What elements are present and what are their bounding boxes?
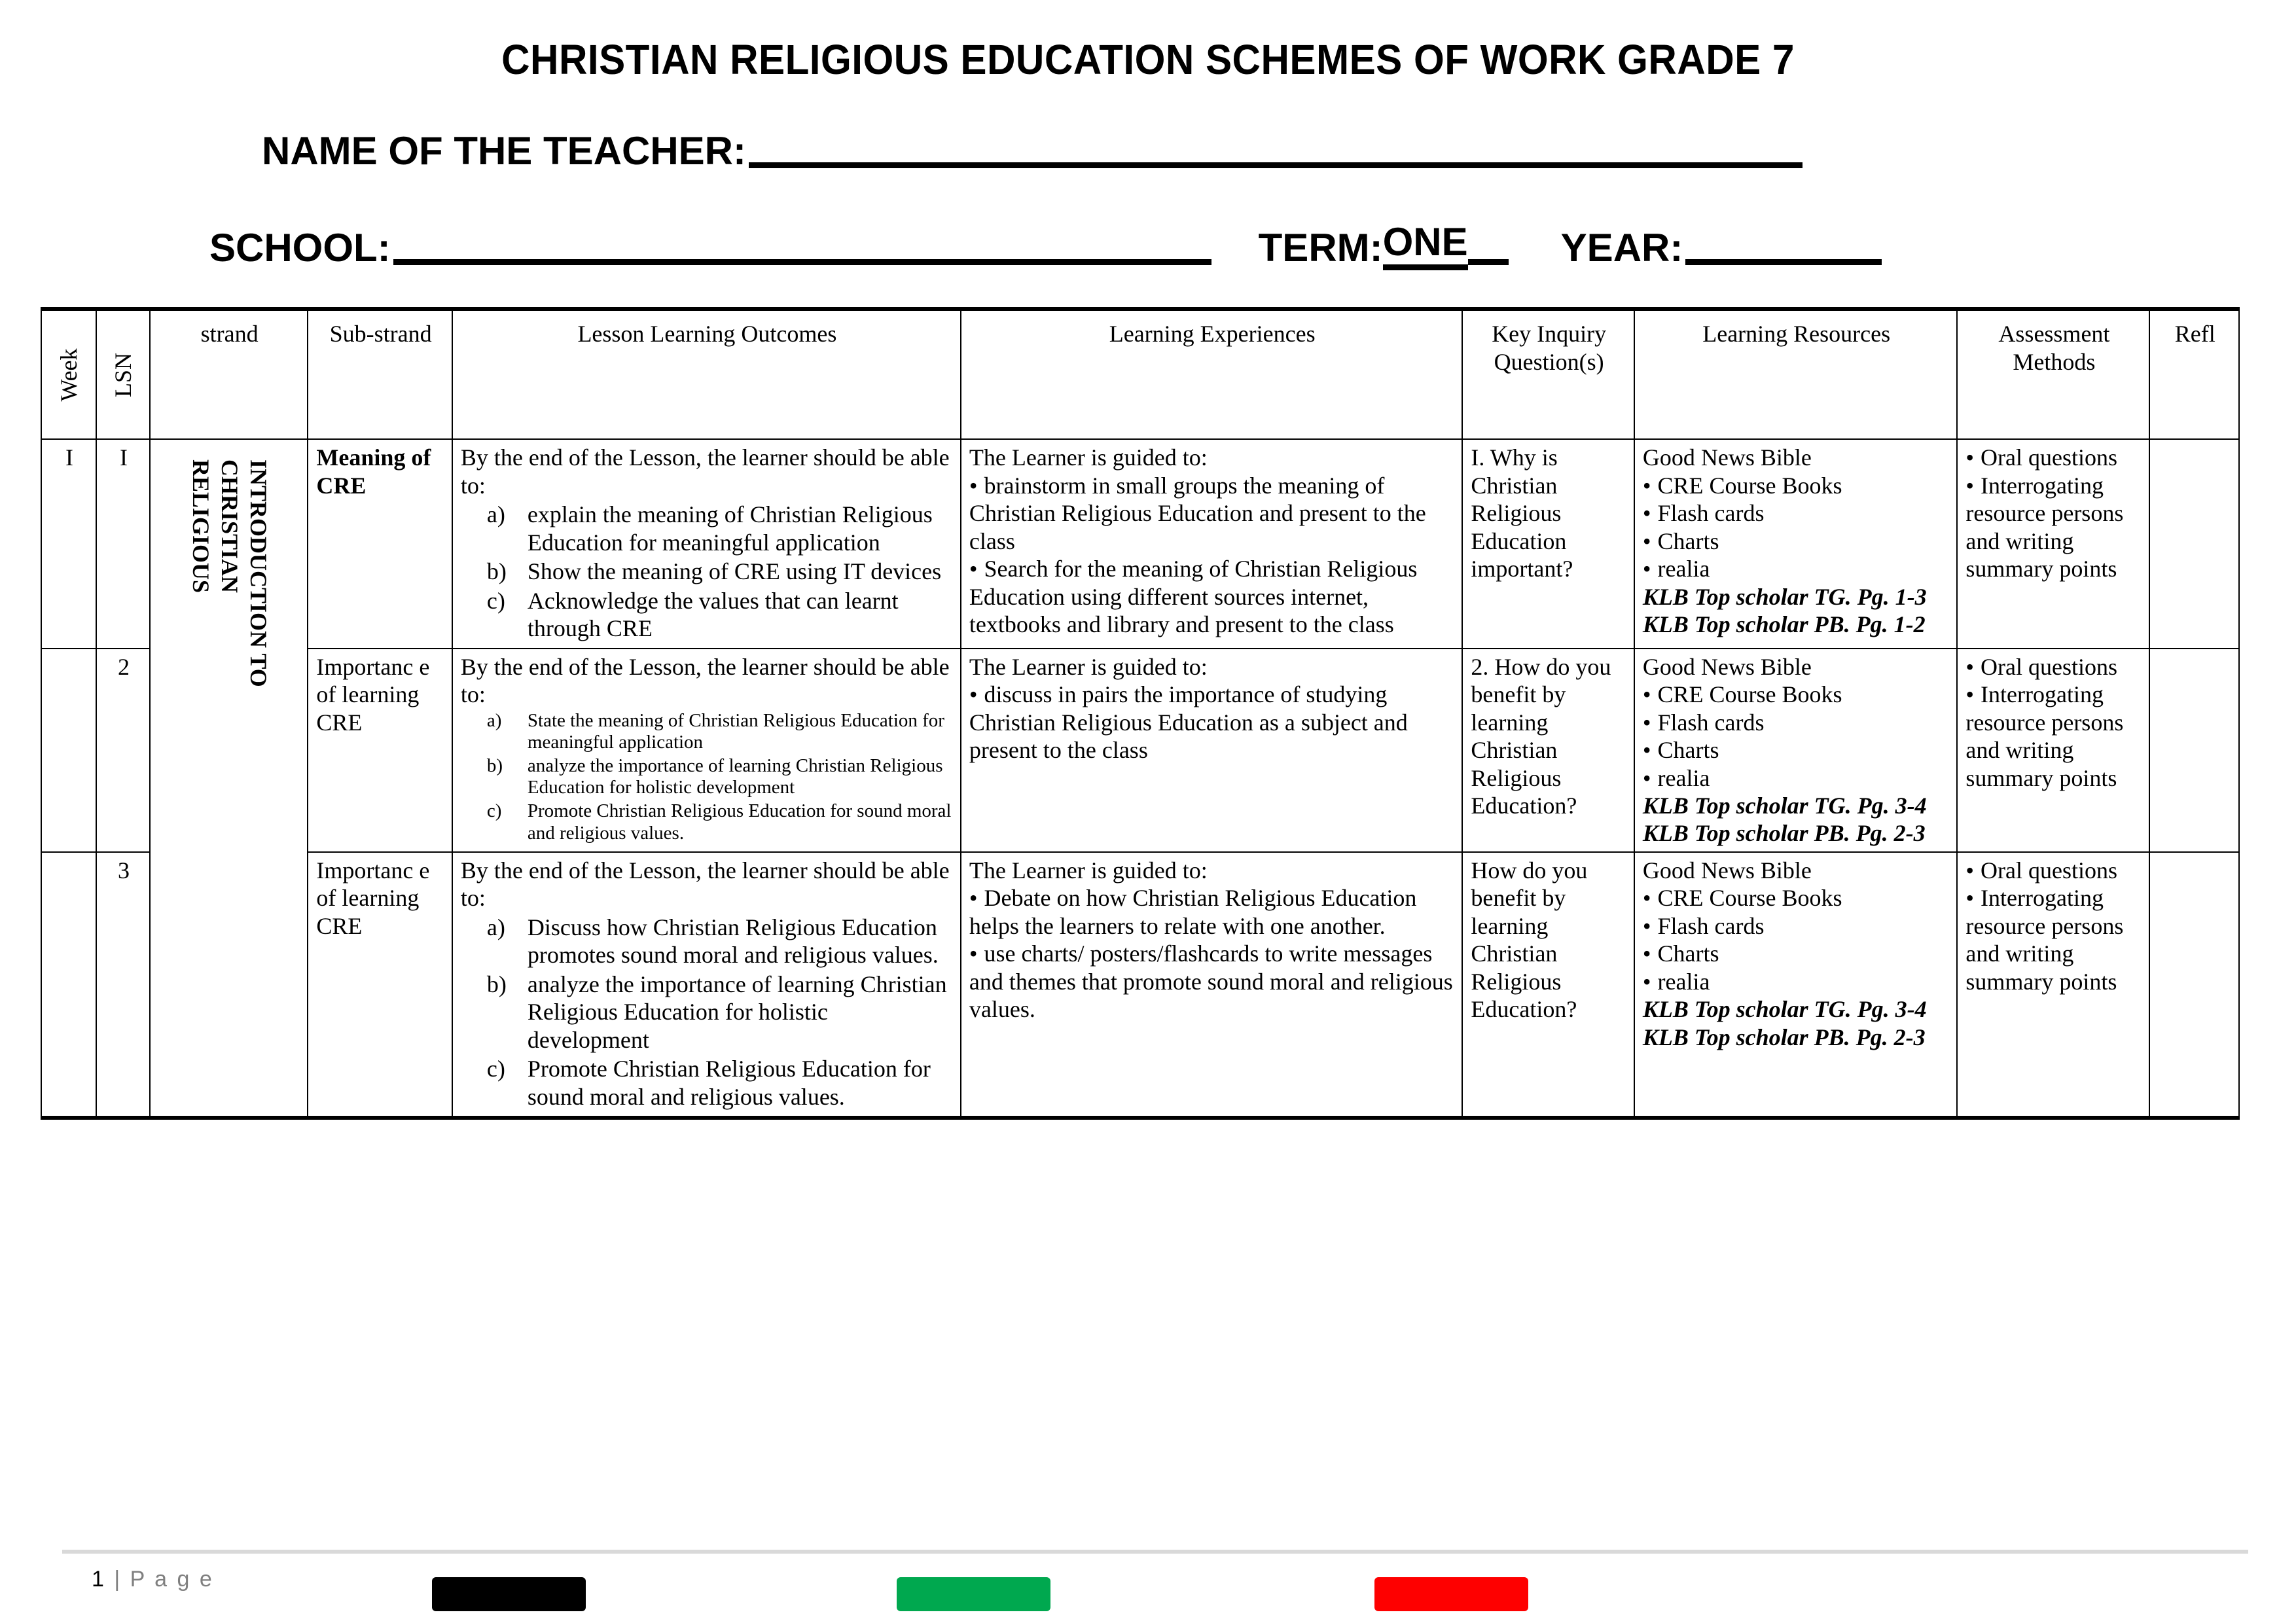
column-header-week: Week: [41, 309, 96, 439]
cell-learning-resources: [1634, 852, 1958, 1118]
column-header-sub-strand: Sub-strand: [308, 309, 452, 439]
list-item: • Oral questions: [1965, 444, 2142, 471]
term-blank[interactable]: [1468, 259, 1509, 265]
list-item: c) Acknowledge the values that can learnt through CRE: [486, 587, 899, 642]
cell-key-inquiry-question: 2. How do you benefit by learning Christian Religious Education?: [1462, 649, 1634, 852]
lr-reference: KLB Top scholar PB. Pg. 2-3: [1642, 1024, 1926, 1050]
teacher-name-label: NAME OF THE TEACHER:: [262, 129, 746, 173]
column-header-learning-resources: Learning Resources: [1634, 309, 1958, 439]
list-item: c) Promote Christian Religious Education for sound moral and religious values.: [486, 800, 952, 844]
am-list: [1965, 444, 2142, 582]
teacher-name-blank[interactable]: [749, 162, 1803, 168]
list-item: • Oral questions: [1965, 857, 2142, 884]
cell-lesson-learning-outcomes: [452, 852, 961, 1118]
llo-list: [461, 914, 954, 1111]
list-item: • Charts: [1643, 527, 1950, 555]
list-item: • Interrogating resource persons and writing summary points: [1965, 472, 2142, 583]
list-item: • Flash cards: [1643, 499, 1950, 527]
column-header-key-inquiry-questions: Key Inquiry Question(s): [1462, 309, 1634, 439]
lr-first-item: Good News Bible: [1642, 857, 1812, 883]
flag-bar-black: [432, 1577, 586, 1611]
lr-reference: KLB Top scholar TG. Pg. 3-4: [1642, 996, 1927, 1023]
term-label: TERM:: [1258, 226, 1383, 270]
page-word-label: P a g e: [130, 1567, 214, 1592]
list-item: c) Promote Christian Religious Education for sound moral and religious values.: [486, 1056, 931, 1110]
cell-reflection[interactable]: [2149, 852, 2239, 1118]
strand-rotated-text: INTRODUCTION TO CHRISTIAN RELIGIOUS: [187, 459, 272, 688]
list-item: a) explain the meaning of Christian Religious Education for meaningful application: [486, 501, 933, 556]
cell-assessment-methods: [1957, 852, 2149, 1118]
cell-learning-experiences: [961, 649, 1463, 852]
school-term-year-line: [209, 219, 2296, 270]
cell-week: [41, 649, 96, 852]
list-item: • realia: [1643, 555, 1950, 582]
llo-list: [461, 501, 954, 642]
cell-learning-experiences: [961, 852, 1463, 1118]
cell-learning-resources: [1634, 649, 1958, 852]
list-item: • brainstorm in small groups the meaning of Christian Religious Education and present to the class: [969, 472, 1456, 555]
cell-lesson-learning-outcomes: [452, 649, 961, 852]
list-item: • Charts: [1643, 940, 1950, 967]
cell-week: [41, 852, 96, 1118]
cell-learning-resources: [1634, 439, 1958, 648]
list-item: • discuss in pairs the importance of studying Christian Religious Education as a subject and present to the class: [969, 681, 1456, 764]
le-lead-in: The Learner is guided to:: [969, 653, 1208, 680]
list-item: b) analyze the importance of learning Christian Religious Education for holistic development: [486, 971, 947, 1053]
cell-sub-strand: Importanc e of learning CRE: [308, 649, 452, 852]
le-list: [969, 472, 1456, 639]
cell-sub-strand: Importanc e of learning CRE: [308, 852, 452, 1118]
list-item: • Flash cards: [1643, 709, 1950, 736]
cell-sub-strand: Meaning of CRE: [308, 439, 452, 648]
cell-learning-experiences: [961, 439, 1463, 648]
cell-lsn: 3: [96, 852, 150, 1118]
le-lead-in: The Learner is guided to:: [969, 444, 1208, 471]
list-item: a) State the meaning of Christian Religious Education for meaningful application: [486, 709, 944, 753]
list-item: • Flash cards: [1643, 912, 1950, 940]
le-list: [969, 681, 1456, 764]
column-header-reflection: Refl: [2149, 309, 2239, 439]
list-item: • realia: [1643, 968, 1950, 995]
year-label: YEAR:: [1560, 226, 1683, 270]
lr-reference: KLB Top scholar TG. Pg. 1-3: [1642, 583, 1927, 610]
llo-lead-in: By the end of the Lesson, the learner should be able to:: [460, 857, 950, 912]
page-number-value: 1: [92, 1567, 106, 1592]
document-header: [0, 0, 2296, 270]
llo-lead-in: By the end of the Lesson, the learner should be able to:: [460, 653, 950, 708]
schemes-of-work-table: [41, 307, 2240, 1120]
year-blank[interactable]: [1685, 259, 1882, 265]
cell-assessment-methods: [1957, 439, 2149, 648]
cell-lsn: 2: [96, 649, 150, 852]
le-lead-in: The Learner is guided to:: [969, 857, 1208, 883]
page-footer: [0, 1544, 2296, 1623]
list-item: • Charts: [1643, 736, 1950, 764]
cell-week: I: [41, 439, 96, 648]
page-number: [92, 1567, 214, 1592]
school-blank[interactable]: [393, 259, 1211, 265]
cell-lesson-learning-outcomes: [452, 439, 961, 648]
lr-list: [1643, 884, 1950, 995]
column-header-assessment-methods: Assessment Methods: [1957, 309, 2149, 439]
cell-key-inquiry-question: How do you benefit by learning Christian Religious Education?: [1462, 852, 1634, 1118]
teacher-name-field-line: [262, 128, 2296, 173]
am-list: [1965, 653, 2142, 792]
table-row: [41, 852, 2239, 1118]
cell-lsn: I: [96, 439, 150, 648]
lr-reference: KLB Top scholar TG. Pg. 3-4: [1642, 793, 1927, 819]
llo-list: [461, 710, 954, 845]
cell-assessment-methods: [1957, 649, 2149, 852]
lr-reference: KLB Top scholar PB. Pg. 1-2: [1642, 611, 1926, 638]
page-number-separator: |: [114, 1567, 122, 1592]
cell-strand: [150, 439, 308, 1118]
lr-first-item: Good News Bible: [1642, 653, 1812, 680]
column-header-lesson-learning-outcomes: Lesson Learning Outcomes: [452, 309, 961, 439]
cell-reflection[interactable]: [2149, 439, 2239, 648]
column-header-lsn: LSN: [96, 309, 150, 439]
lr-reference: KLB Top scholar PB. Pg. 2-3: [1642, 820, 1926, 847]
am-list: [1965, 857, 2142, 995]
list-item: • Oral questions: [1965, 653, 2142, 681]
cell-reflection[interactable]: [2149, 649, 2239, 852]
list-item: • Debate on how Christian Religious Education helps the learners to relate with one another.: [969, 884, 1456, 940]
page-title: CHRISTIAN RELIGIOUS EDUCATION SCHEMES OF WORK GRADE 7: [501, 36, 1795, 83]
flag-bar-green: [897, 1577, 1050, 1611]
cell-key-inquiry-question: I. Why is Christian Religious Education important?: [1462, 439, 1634, 648]
column-header-learning-experiences: Learning Experiences: [961, 309, 1463, 439]
term-value[interactable]: ONE: [1383, 219, 1468, 270]
lr-first-item: Good News Bible: [1642, 444, 1812, 471]
table-header-row: [41, 309, 2239, 439]
list-item: • Interrogating resource persons and writing summary points: [1965, 681, 2142, 792]
list-item: b) Show the meaning of CRE using IT devices: [486, 558, 942, 585]
footer-divider: [62, 1550, 2248, 1554]
table-row: [41, 439, 2239, 648]
list-item: • realia: [1643, 764, 1950, 792]
list-item: • Interrogating resource persons and writing summary points: [1965, 884, 2142, 995]
school-label: SCHOOL:: [209, 226, 391, 270]
flag-bar-red: [1374, 1577, 1528, 1611]
table-body: [41, 439, 2239, 1118]
list-item: • use charts/ posters/flashcards to write messages and themes that promote sound moral and religious values.: [969, 940, 1456, 1023]
list-item: a) Discuss how Christian Religious Education promotes sound moral and religious values.: [486, 914, 939, 969]
le-list: [969, 884, 1456, 1023]
column-header-strand: strand: [150, 309, 308, 439]
table-row: [41, 649, 2239, 852]
list-item: • CRE Course Books: [1643, 884, 1950, 912]
lr-list: [1643, 681, 1950, 792]
llo-lead-in: By the end of the Lesson, the learner should be able to:: [460, 444, 950, 499]
list-item: • CRE Course Books: [1643, 472, 1950, 499]
list-item: b) analyze the importance of learning Christian Religious Education for holistic development: [486, 755, 943, 798]
lr-list: [1643, 472, 1950, 583]
list-item: • Search for the meaning of Christian Religious Education using different sources internet, textbooks and library and present to the class: [969, 555, 1456, 638]
list-item: • CRE Course Books: [1643, 681, 1950, 708]
